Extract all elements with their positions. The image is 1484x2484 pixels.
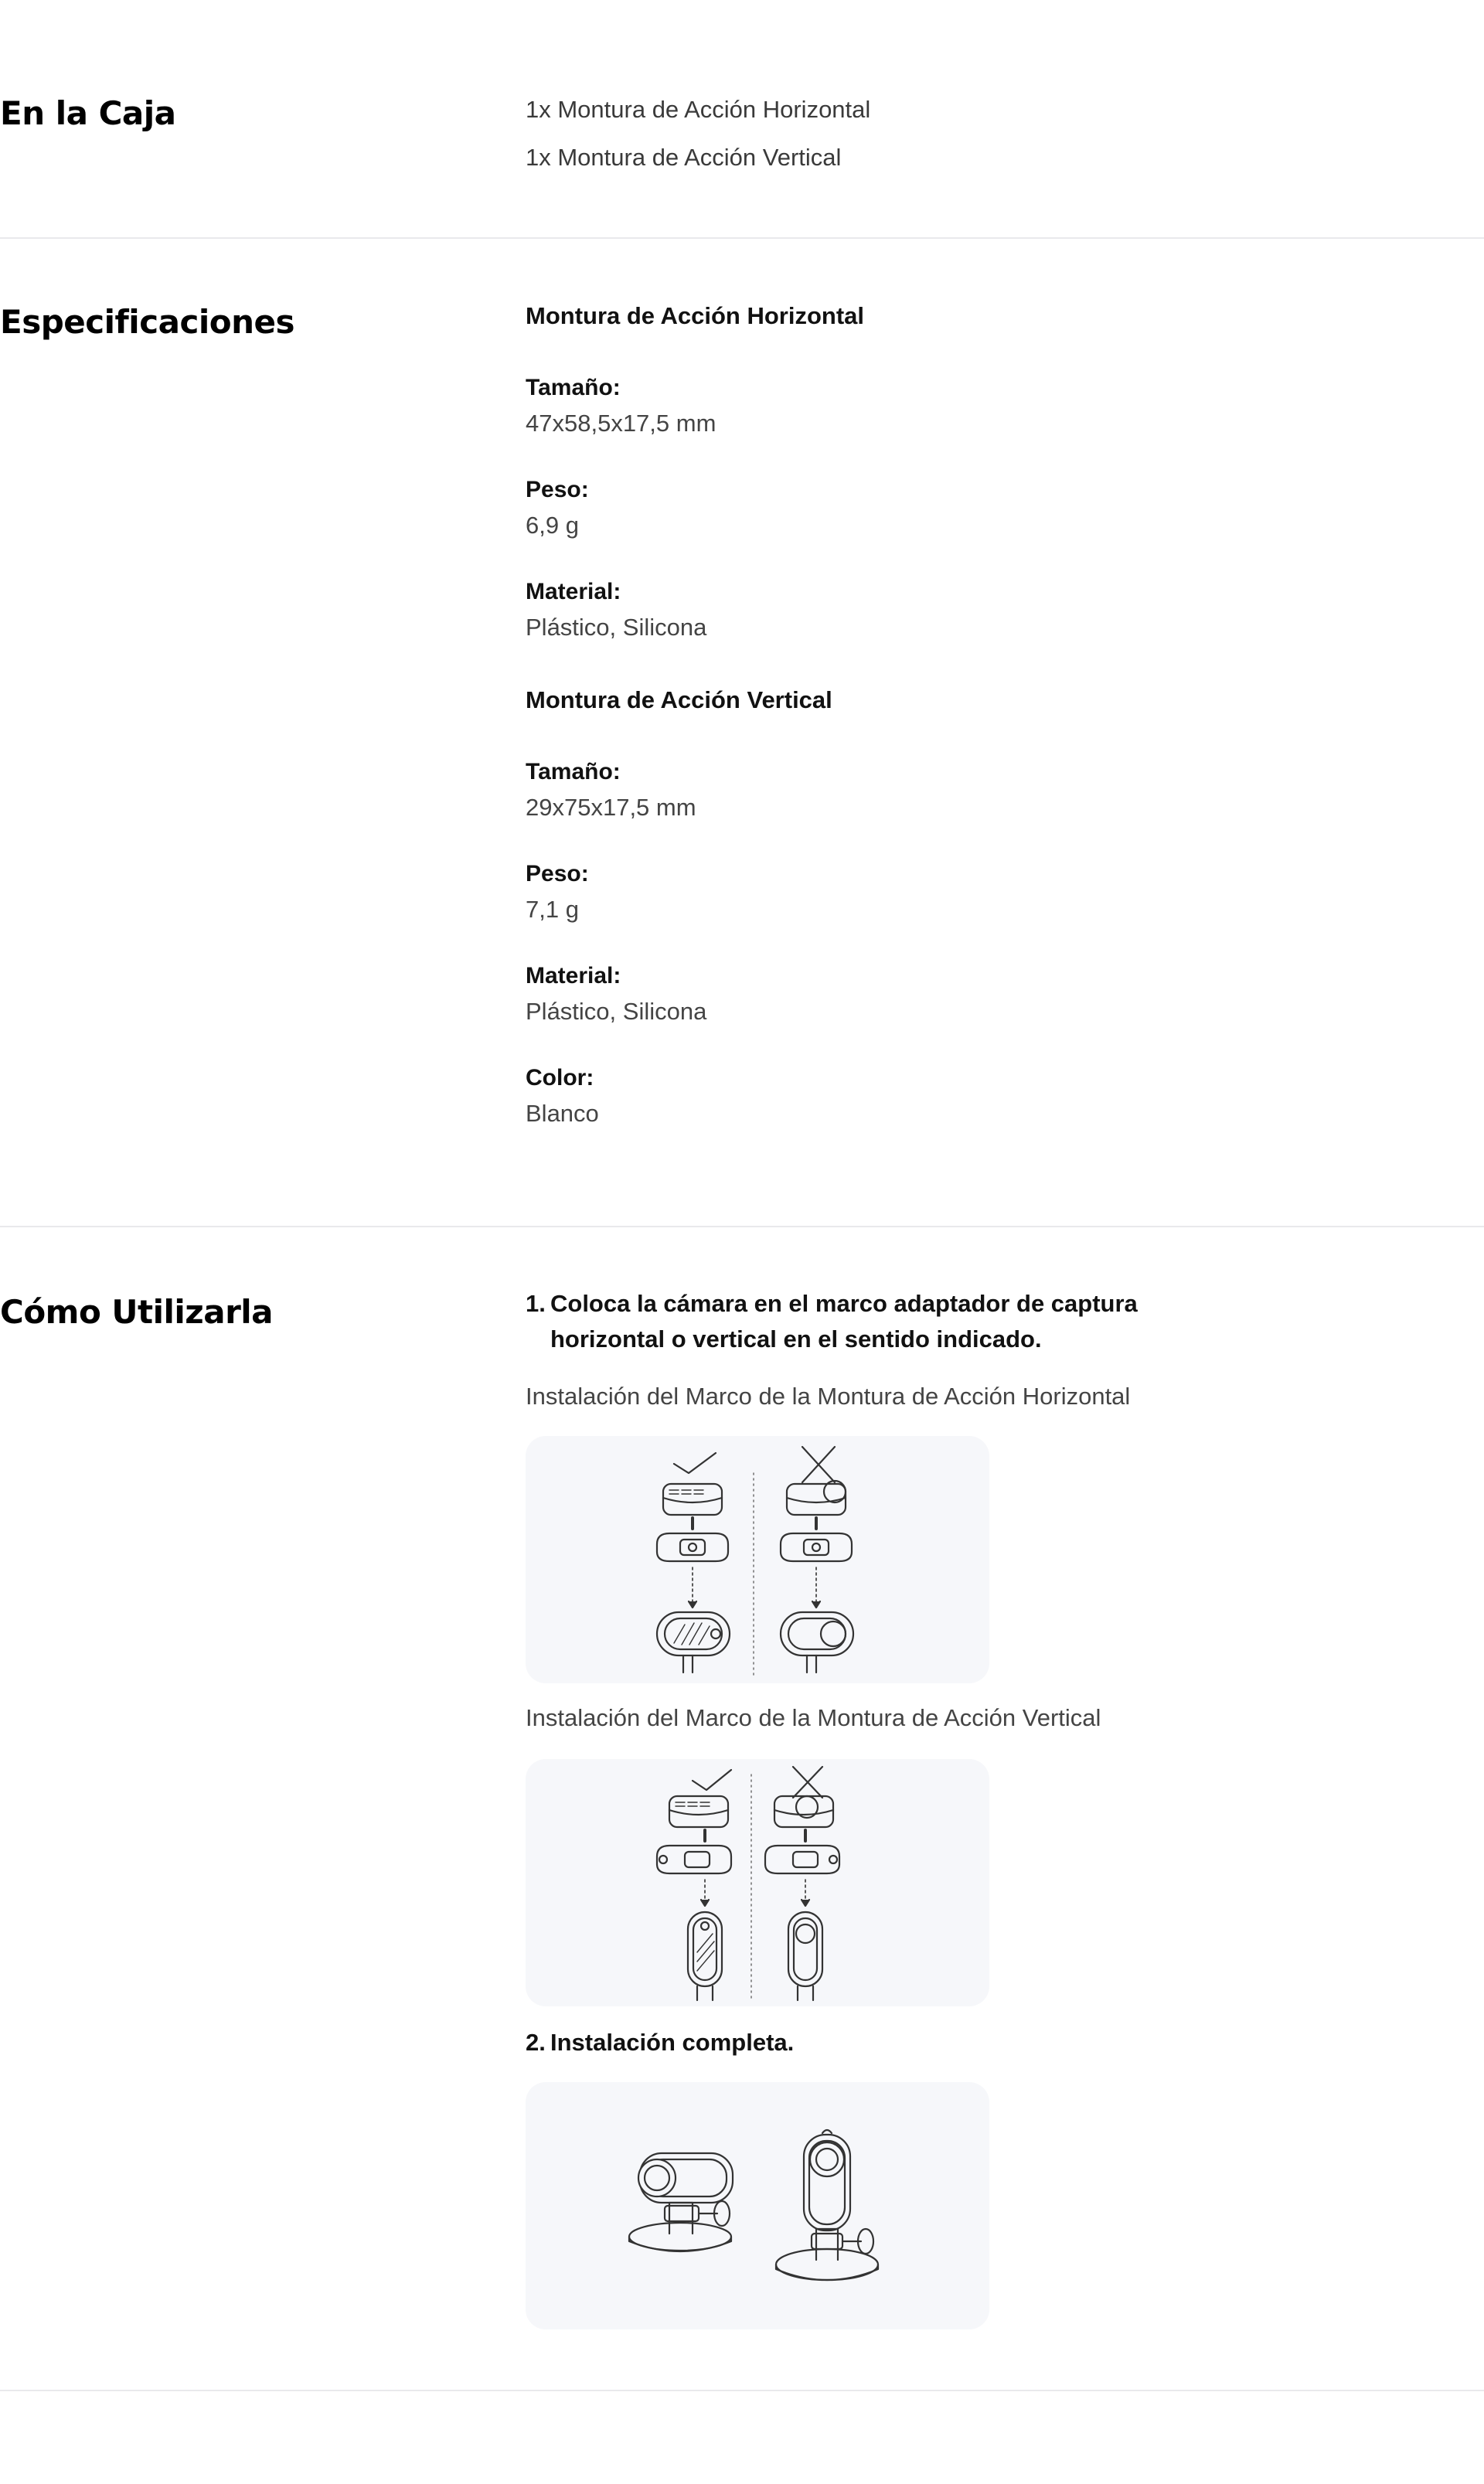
usage-step-1 [526,1286,1159,1357]
spec-value: 7,1 g [526,896,579,923]
frame-with-camera-illustration [781,1612,853,1672]
usage-step-2 [526,2025,1376,2060]
spec-value: 29x75x17,5 mm [526,794,696,821]
spec-group-name: Montura de Acción Vertical [526,686,832,713]
check-icon [693,1770,731,1790]
step-text: Coloca la cámara en el marco adaptador de captura horizontal o vertical en el sentido indicado. [550,1290,1138,1353]
step-text: Instalación completa. [550,2029,795,2056]
section-divider [0,237,1484,239]
horizontal-mounted-camera-illustration [629,2153,733,2251]
in-box-item: 1x Montura de Acción Horizontal [526,96,871,123]
spec-value: Blanco [526,1100,599,1127]
mount-frame-illustration [765,1846,839,1873]
camera-illustration [663,1484,722,1515]
camera-illustration [774,1796,833,1827]
complete-install-figure [526,2082,989,2329]
cross-icon [802,1447,835,1482]
in-box-list [526,95,1376,172]
usage-title: Cómo Utilizarla [0,1293,274,1331]
spec-label: Material: [526,963,621,988]
in-box-item: 1x Montura de Acción Vertical [526,144,842,171]
section-divider [0,2390,1484,2391]
cross-icon [793,1767,822,1798]
in-box-title: En la Caja [0,94,176,132]
spec-label: Color: [526,1065,594,1091]
in-box-section [0,0,1484,240]
camera-illustration [787,1481,846,1515]
frame-with-camera-illustration [688,1912,722,2000]
usage-section [0,1227,1484,2390]
step-number: 1. [526,1290,546,1317]
vertical-install-figure [526,1759,989,2006]
spec-label: Tamaño: [526,759,621,784]
mount-frame-illustration [781,1533,852,1561]
spec-value: Plástico, Silicona [526,614,707,641]
spec-label: Tamaño: [526,375,621,400]
spec-group-name: Montura de Acción Horizontal [526,302,865,329]
frame-with-camera-illustration [788,1912,822,2000]
horizontal-install-figure [526,1436,989,1683]
mount-frame-illustration [657,1846,731,1873]
specs-title: Especificaciones [0,303,294,341]
mount-frame-illustration [657,1533,728,1561]
spec-label: Peso: [526,477,589,502]
specs-section [0,240,1484,1227]
spec-value: 6,9 g [526,512,579,539]
vertical-mounted-camera-illustration [776,2130,878,2280]
caption-vertical: Instalación del Marco de la Montura de Acción Vertical [526,1704,1101,1731]
step-number: 2. [526,2029,546,2056]
check-icon [674,1453,716,1473]
specs-list [526,301,1376,1128]
spec-label: Peso: [526,861,589,886]
camera-illustration [669,1796,728,1827]
caption-horizontal: Instalación del Marco de la Montura de Acción Horizontal [526,1383,1131,1410]
spec-value: 47x58,5x17,5 mm [526,410,716,437]
spec-label: Material: [526,579,621,604]
spec-value: Plástico, Silicona [526,998,707,1025]
frame-with-camera-illustration [657,1612,730,1672]
